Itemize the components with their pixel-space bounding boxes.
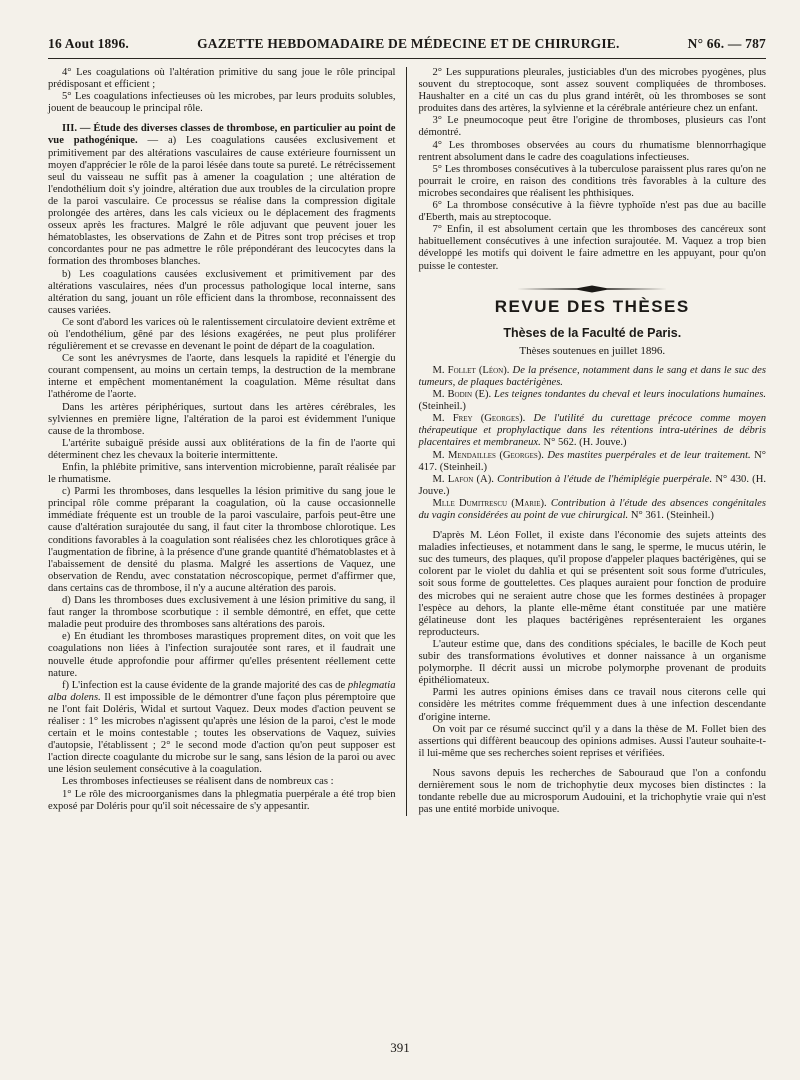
header-issue-page: N° 66. — 787 [687, 36, 766, 51]
paragraph: 4° Les thromboses observées au cours du rhumatisme blennorrhagique rentrent absolument dans le cadre des coagulations infectieuses. [418, 139, 766, 163]
subsection-caption: Thèses soutenues en juillet 1896. [519, 344, 666, 357]
thesis-title: Contribution à l'étude de l'hémiplégie puerpérale. [493, 473, 713, 485]
paragraph [48, 123, 396, 268]
page-number: 391 [390, 1040, 410, 1055]
paragraph-text: f) L'infection est la cause évidente de la grande majorité des cas de [62, 679, 348, 691]
thesis-entry [419, 474, 767, 498]
paragraph: Parmi les autres opinions émises dans ce travail nous citerons celle qui considère les métrites comme fréquemment dues à une infection descendante d'origine interne. [418, 687, 766, 723]
thesis-title: Contribution à l'étude des absences congénitales du vagin considérées au point de vue chirurgical. [418, 497, 766, 521]
thesis-entry [419, 498, 767, 522]
paragraph-text: — a) Les coagulations causées exclusivement et primitivement par des altérations vasculaires de cause extérieure fournissent un moyen d'apprécier le rôle de la paroi lésée dans toute sa pureté. Le rétrécissement seul du vaisseau ne suffit pas à amener la coagulation ; une altération de l'endothélium doit s'y joindre, altération due aux troubles de la circulation propre de la paroi vasculaire. Ce processus se réalise dans la compression digitale prolongée des artères, dans les cals vicieux ou le déplacement des fragments osseux après les fractures. Malgré le rôle adjuvant que peuvent jouer les hématoblastes, les observations de Zahn et de Pitres sont trop précises et trop concordantes pour ne pas admettre le rôle prépondérant des leucocytes dans la formation des thromboses blanches. [48, 135, 396, 268]
paragraph: On voit par ce résumé succinct qu'il y a dans la thèse de M. Follet bien des assertions qui diffèrent beaucoup des opinions admises. Aussi l'auteur souhaite-t-il lui-même que ses recherches soient reprises et vérifiées. [418, 723, 766, 759]
paragraph: c) Parmi les thromboses, dans lesquelles la lésion primitive du sang joue le principal rôle comme préparant la coagulation, où la cause occasionnelle immédiate fréquente est un trouble de la paroi vasculaire, parfois peut-être une cause d'altération surajoutée du sang, il faut citer la thrombose chlorotique. Les conditions favorables à la coagulation sont réalisées chez les chlorotiques grâce à l'augmentation de fibrine, à la présence d'une grande quantité d'hématoblastes et à l'abaissement de densité du plasma. Malgré les assertions de Vaquez, une observation de Rendu, avec constatation nécroscopique, permet d'affirmer que, dans certains cas de thrombose, il n'y a aucune altération des parois. [48, 486, 396, 594]
thesis-publisher: N° 430. (H. Jouve.) [418, 473, 766, 497]
subsection-heading: Thèses de la Faculté de Paris. [503, 325, 682, 340]
paragraph: D'après M. Léon Follet, il existe dans l'économie des sujets atteints des maladies infectieuses, et notamment dans le sang, le sperme, le mucus utérin, le suc des tumeurs, des plaques, qu'il propose d'appeler plaques bactérigènes, qui se colorent par le violet du dahlia et qui se présentent soit sous forme d'utricules, soit sous forme de gouttelettes. Ces plaques auraient pour fonction de produire des microbes qui ne seraient autre chose que les formes destinées à propager l'espèce au dehors, la plante elle-même étant constituée par une matière gélatineuse dont les plaques bactérigènes représenteraient les organes reproducteurs. [418, 530, 766, 638]
thesis-author: M. Frey (Georges). [432, 413, 526, 425]
paragraph: 7° Enfin, il est absolument certain que les thromboses des cancéreux sont habituellement consécutives à une infection surajoutée. M. Vaquez a trop bien développé les motifs qui doivent le faire admettre en les appuyant, pour qu'on puisse le contester. [418, 224, 766, 272]
thesis-publisher: (Steinheil.) [418, 401, 466, 413]
thesis-author: M. Mendailles (Georges). [432, 449, 544, 461]
thesis-entry [419, 389, 767, 413]
thesis-author: Mlle Dumitrescu (Marie). [432, 497, 547, 509]
paragraph: 1° Le rôle des microorganismes dans la phlegmatia puerpérale a été trop bien exposé par Doléris pour qu'il soit nécessaire de s'y appesantir. [48, 788, 396, 812]
paragraph: Les thromboses infectieuses se réalisent dans de nombreux cas : [62, 776, 334, 788]
ornament-rule-icon [517, 285, 667, 293]
paragraph: 2° Les suppurations pleurales, justiciables d'un des microbes pyogènes, plus souvent du streptocoque, sont assez souvent compliquées de thromboses. Haushalter en a cité un cas du plus grand intérêt, où les thromboses se sont produites dans des artères, la sylvienne et la cérébrale antérieure chez un enfant. [418, 67, 766, 115]
paragraph: Ce sont les anévrysmes de l'aorte, dans lesquels la rapidité et l'énergie du courant compensent, au moins un certain temps, la destruction de la membrane interne et empêchent momentanément la coagulation. Même résultat dans l'athérome de l'aorte. [48, 353, 396, 401]
paragraph: e) En étudiant les thromboses marastiques proprement dites, on voit que les coagulations non liées à l'infection surajoutée sont rares, et il faudrait une nouvelle étude approfondie pour affirmer qu'elles présentent réellement cette nature. [48, 631, 396, 679]
thesis-author: M. Bodin (E). [432, 389, 492, 401]
paragraph-text: Il est impossible de le démontrer d'une façon plus péremptoire que ne l'ont fait Doléris, Widal et surtout Vaquez. Deux modes d'action peuvent se réaliser : 1° les microbes n'agissent qu'après une lésion de la paroi, c'est le mode certain et le moins contestable ; toutes les observations de Vaquez, suivies d'autopsie, l'établissent ; 2° le second mode d'action qu'on peut supposer est l'action directe coagulante du microbe sur le sang, sans lésion de la paroi ou avec une lésion seulement consécutive à la coagulation. [48, 691, 396, 776]
paragraph: 5° Les thromboses consécutives à la tuberculose paraissent plus rares qu'on ne pourrait le croire, en raison des conditions très favorables à la culture des microbes secondaires que réalisent les phthisiques. [418, 163, 766, 199]
right-column [407, 67, 767, 816]
thesis-title: De la présence, notamment dans le sang et dans le suc des tumeurs, de plaques bactérigènes. [418, 364, 766, 388]
paragraph: Ce sont d'abord les varices où le ralentissement circulatoire devient extrême et où l'endothélium, gêné par des lésions exagérées, ne peut plus proliférer régulièrement et se crevasse en devenant le point de départ de la coagulation. [48, 316, 396, 353]
thesis-publisher: N° 417. (Steinheil.) [418, 449, 767, 473]
section-heading: REVUE DES THÈSES [494, 296, 690, 316]
paragraph: L'artérite subaiguë préside aussi aux oblitérations de la fin de l'aorte qui déterminent chez les chevaux la boiterie intermittente. [48, 437, 396, 461]
thesis-author: M. Follet (Léon). [432, 364, 510, 376]
thesis-title: Des mastites puerpérales et de leur traitement. [543, 449, 751, 461]
thesis-entry [419, 450, 767, 474]
left-column [48, 67, 407, 816]
running-header [48, 36, 766, 59]
header-date: 16 Aout 1896. [48, 36, 129, 51]
paragraph: 6° La thrombose consécutive à la fièvre typhoïde n'est pas due au bacille d'Eberth, mais au streptocoque. [418, 200, 766, 224]
thesis-entry [419, 413, 767, 449]
paragraph: 3° Le pneumocoque peut être l'origine de thromboses, plusieurs cas l'ont démontré. [418, 115, 766, 139]
paragraph: 4° Les coagulations où l'altération primitive du sang joue le rôle principal prédisposant et efficient ; [48, 67, 396, 91]
paragraph: Nous savons depuis les recherches de Sabouraud que l'on a confondu dernièrement sous le nom de trichophytie deux mycoses bien distinctes : la tondante rebelle due au microsporum Audouini, et la trichophytie vraie qui n'est pas une entité morbide univoque. [418, 767, 766, 816]
thesis-title: Les teignes tondantes du cheval et leurs inoculations humaines. [491, 389, 766, 401]
paragraph: Enfin, la phlébite primitive, sans intervention microbienne, paraît réalisée par le rhumatisme. [48, 462, 396, 486]
section-title: III. — Étude des diverses classes de thrombose, en particulier au point de vue pathogénique. [48, 123, 396, 147]
italic-term: phlegmatia alba dolens. [48, 679, 396, 703]
thesis-publisher: N° 361. (Steinheil.) [628, 510, 714, 521]
ornamental-divider [419, 285, 767, 293]
paragraph: d) Dans les thromboses dues exclusivement à une lésion primitive du sang, il faut ranger la thrombose scorbutique : il semble démontré, en effet, que cette maladie peut produire des thromboses sans altérations des parois. [48, 595, 396, 631]
paragraph [48, 680, 396, 777]
paragraph: b) Les coagulations causées exclusivement et primitivement par des altérations vasculaires, nées d'un processus pathologique local interne, sans altération du sang, jouant un rôle efficient dans la thrombose, reconnaissent des causes variées. [48, 268, 396, 316]
paragraph: L'auteur estime que, dans des conditions spéciales, le bacille de Koch peut subir des transformations évolutives et donner naissance à un organisme polymorphe. Il décrit aussi un microbe polymorphe provenant de produits épithéliomateux. [418, 638, 766, 687]
paragraph: Dans les artères périphériques, surtout dans les artères cérébrales, les sylviennes en première ligne, l'altération de la paroi est évidemment l'unique cause de la thrombose. [48, 401, 396, 437]
thesis-author: M. Lafon (A). [432, 473, 494, 485]
thesis-entry [419, 365, 767, 389]
header-journal-title: GAZETTE HEBDOMADAIRE DE MÉDECINE ET DE CHIRURGIE. [197, 36, 620, 51]
thesis-publisher: N° 562. (H. Jouve.) [540, 437, 627, 449]
paragraph: 5° Les coagulations infectieuses où les microbes, par leurs produits solubles, jouent de beaucoup le principal rôle. [48, 91, 396, 115]
text-columns [48, 67, 766, 816]
thesis-title: De l'utilité du curettage précoce comme moyen thérapeutique et prophylactique dans les rétentions intra-utérines de débris placentaires et membraneux. [418, 413, 766, 449]
